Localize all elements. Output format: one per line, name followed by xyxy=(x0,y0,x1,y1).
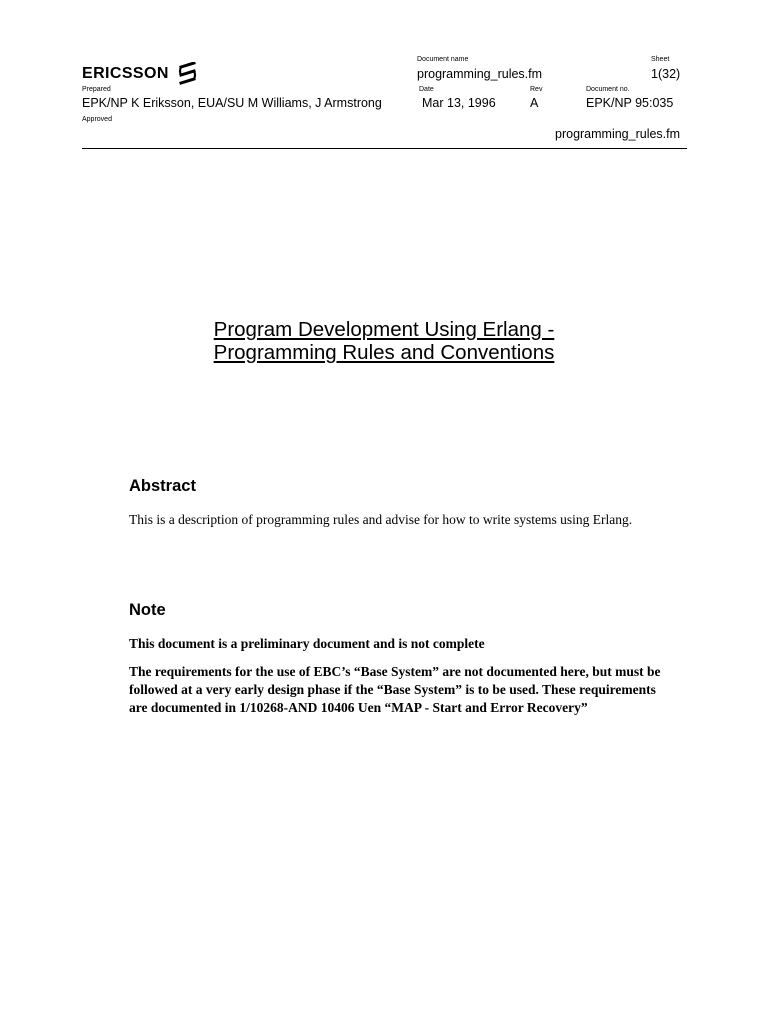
note-paragraph-line: The requirements for the use of EBC’s “Base System” are not documented here, but must be xyxy=(129,664,661,679)
company-name: ERICSSON xyxy=(82,65,169,82)
company-brand xyxy=(82,62,198,86)
document-no-label: Document no. xyxy=(586,86,630,93)
prepared-label: Prepared xyxy=(82,86,111,93)
document-title-line-1: Program Development Using Erlang - xyxy=(213,318,555,341)
ericsson-logo-icon xyxy=(178,62,198,86)
abstract-text: This is a description of programming rules and advise for how to write systems using Erlang. xyxy=(129,512,633,527)
header-divider xyxy=(82,148,687,149)
document-name-value: programming_rules.fm xyxy=(417,67,543,81)
note-paragraph-line: are documented in 1/10268-AND 10406 Uen “MAP - Start and Error Recovery” xyxy=(129,700,588,715)
prepared-value: EPK/NP K Eriksson, EUA/SU M Williams, J Armstrong xyxy=(82,96,382,110)
date-value: Mar 13, 1996 xyxy=(422,96,496,110)
date-label: Date xyxy=(419,86,434,93)
note-requirements-paragraph xyxy=(129,663,689,717)
rev-label: Rev xyxy=(530,86,543,93)
sheet-value: 1(32) xyxy=(651,67,681,81)
document-no-value: EPK/NP 95:035 xyxy=(586,96,674,110)
document-title-line-2: Programming Rules and Conventions xyxy=(213,341,555,364)
note-preliminary-text: This document is a preliminary document and is not complete xyxy=(129,636,485,651)
file-reference: programming_rules.fm xyxy=(555,127,681,141)
rev-value: A xyxy=(530,96,539,110)
sheet-label: Sheet xyxy=(651,56,670,63)
note-paragraph-line: followed at a very early design phase if the “Base System” is to be used. These requirements xyxy=(129,682,656,697)
note-heading: Note xyxy=(129,601,166,619)
approved-label: Approved xyxy=(82,116,112,123)
document-name-label: Document name xyxy=(417,56,469,63)
abstract-heading: Abstract xyxy=(129,477,196,495)
